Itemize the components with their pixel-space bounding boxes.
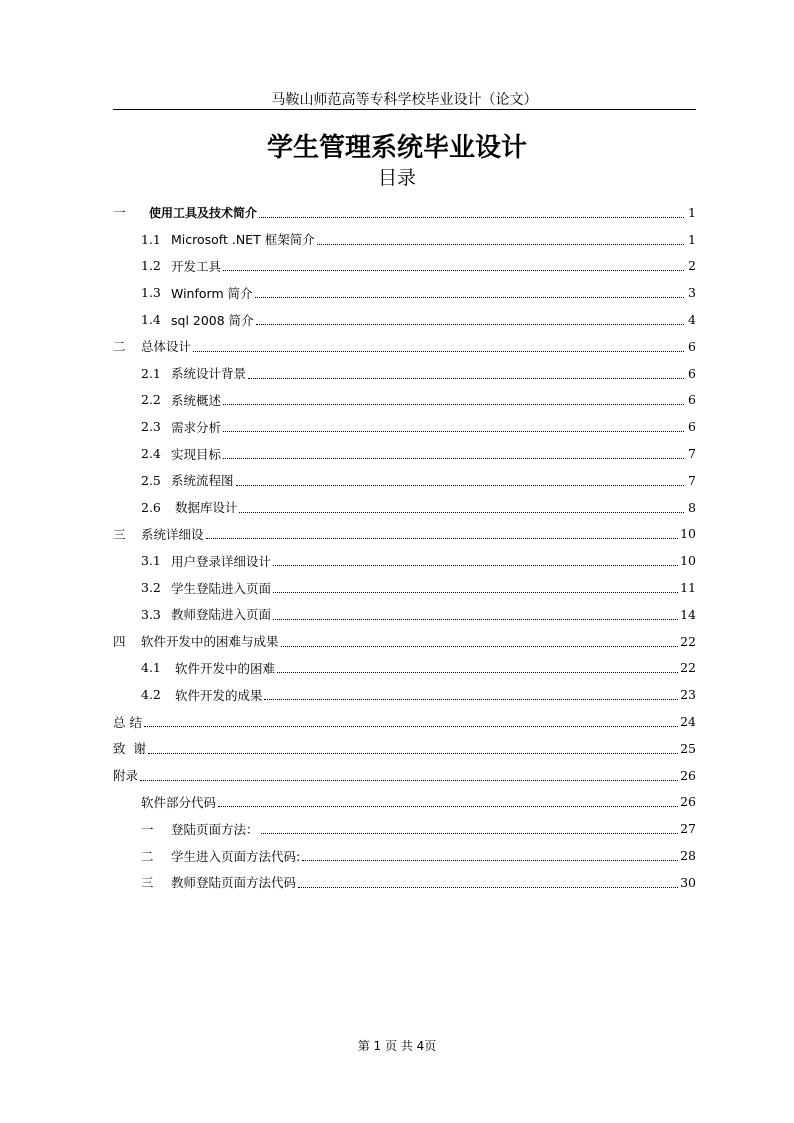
toc-leader-dots	[298, 887, 678, 888]
toc-entry[interactable]	[113, 547, 696, 574]
toc-entry[interactable]	[113, 360, 696, 387]
toc-entry-number: 2.4	[141, 446, 161, 462]
toc-leader-dots	[261, 833, 679, 834]
toc-leader-dots	[273, 619, 678, 620]
toc-leader-dots	[302, 860, 678, 861]
toc-entry-title: 学生进入页面方法代码:	[171, 848, 301, 864]
toc-entry[interactable]	[113, 333, 696, 360]
toc-entry-number: 2.5	[141, 472, 161, 488]
toc-leader-dots	[255, 297, 684, 298]
toc-entry-title: 附录	[113, 768, 139, 784]
toc-entry-title: 软件开发中的困难与成果	[141, 634, 279, 650]
table-of-contents	[113, 199, 696, 896]
running-header: 马鞍山师范高等专科学校毕业设计（论文）	[271, 92, 538, 108]
toc-entry-number: 2.3	[141, 419, 161, 435]
toc-entry[interactable]	[113, 413, 696, 440]
toc-entry-title: 使用工具及技术简介	[149, 205, 258, 220]
toc-entry-title: 教师登陆进入页面	[171, 607, 272, 623]
toc-entry[interactable]	[113, 655, 696, 682]
toc-entry-number: 2.1	[141, 365, 161, 381]
toc-entry-title: 教师登陆页面方法代码	[171, 875, 297, 891]
toc-entry-number: 三	[113, 526, 126, 542]
toc-page-number: 11	[680, 580, 696, 596]
toc-leader-dots	[223, 270, 684, 271]
toc-entry-number: 二	[141, 848, 154, 864]
toc-entry-title: 数据库设计	[171, 500, 238, 516]
toc-entry[interactable]	[113, 735, 696, 762]
toc-entry[interactable]	[113, 440, 696, 467]
toc-entry[interactable]	[113, 708, 696, 735]
toc-page-number: 28	[680, 848, 696, 864]
toc-page-number: 7	[688, 472, 696, 488]
toc-entry-title: 系统设计背景	[171, 366, 247, 382]
toc-entry[interactable]	[113, 306, 696, 333]
toc-entry-title: 实现目标	[171, 446, 222, 462]
toc-entry-number: 2.2	[141, 392, 161, 408]
toc-entry-number: 一	[141, 821, 154, 837]
toc-entry[interactable]	[113, 494, 696, 521]
toc-entry[interactable]	[113, 226, 696, 253]
toc-page-number: 10	[680, 526, 696, 542]
toc-leader-dots	[236, 485, 684, 486]
toc-page-number: 7	[688, 446, 696, 462]
toc-entry-title: sql 2008 简介	[171, 312, 254, 328]
toc-entry[interactable]	[113, 842, 696, 869]
toc-page-number: 26	[680, 794, 696, 810]
toc-entry[interactable]	[113, 762, 696, 789]
header-rule	[113, 109, 696, 110]
toc-page-number: 8	[688, 499, 696, 515]
toc-entry-number: 一	[113, 205, 126, 221]
toc-entry[interactable]	[113, 199, 696, 226]
toc-entry-number: 2.6	[141, 499, 161, 515]
toc-heading: 目录	[377, 167, 416, 189]
document-title: 学生管理系统毕业设计	[266, 133, 527, 163]
toc-leader-dots	[281, 646, 679, 647]
toc-entry-title: 学生登陆进入页面	[171, 580, 272, 596]
toc-page-number: 24	[680, 714, 696, 730]
toc-leader-dots	[193, 351, 684, 352]
toc-page-number: 6	[688, 365, 696, 381]
toc-page-number: 6	[688, 338, 696, 354]
toc-leader-dots	[140, 780, 678, 781]
toc-entry-title: 系统概述	[171, 392, 222, 408]
toc-leader-dots	[206, 538, 679, 539]
toc-page-number: 3	[688, 285, 696, 301]
toc-entry[interactable]	[113, 681, 696, 708]
toc-leader-dots	[223, 431, 684, 432]
toc-leader-dots	[277, 672, 678, 673]
toc-entry[interactable]	[113, 521, 696, 548]
toc-entry-title: 系统流程图	[171, 473, 234, 489]
toc-entry-number: 三	[141, 875, 154, 891]
toc-leader-dots	[144, 726, 678, 727]
toc-entry-number: 4.2	[141, 687, 161, 703]
toc-leader-dots	[259, 217, 684, 218]
toc-leader-dots	[273, 565, 678, 566]
toc-entry[interactable]	[113, 253, 696, 280]
toc-page-number: 23	[680, 687, 696, 703]
toc-entry-number: 3.3	[141, 606, 161, 622]
toc-leader-dots	[264, 699, 678, 700]
toc-leader-dots	[223, 404, 684, 405]
toc-entry-number: 1.4	[141, 312, 161, 328]
toc-leader-dots	[223, 458, 684, 459]
toc-entry-title: 需求分析	[171, 419, 222, 435]
toc-entry-number: 3.1	[141, 553, 161, 569]
toc-entry-title: 用户登录详细设计	[171, 553, 272, 569]
toc-page-number: 1	[688, 231, 696, 247]
toc-leader-dots	[273, 592, 678, 593]
toc-leader-dots	[218, 806, 678, 807]
toc-entry[interactable]	[113, 601, 696, 628]
toc-entry-title: 致 谢	[113, 741, 146, 757]
toc-entry-title: 总 结	[113, 714, 142, 730]
toc-entry-title: 软件开发的成果	[171, 687, 263, 703]
toc-page-number: 1	[688, 204, 696, 220]
toc-entry[interactable]	[113, 279, 696, 306]
toc-entry-title: 登陆页面方法：	[171, 821, 259, 837]
toc-page-number: 14	[680, 606, 696, 622]
toc-entry-number: 4.1	[141, 660, 161, 676]
toc-entry-title: Microsoft .NET 框架简介	[171, 232, 315, 248]
toc-entry[interactable]	[113, 467, 696, 494]
toc-entry[interactable]	[113, 387, 696, 414]
toc-page-number: 27	[680, 821, 696, 837]
toc-entry-title: 开发工具	[171, 258, 222, 274]
toc-entry-title: 总体设计	[141, 339, 192, 355]
toc-page-number: 2	[688, 258, 696, 274]
toc-leader-dots	[248, 378, 684, 379]
toc-page-number: 22	[680, 633, 696, 649]
toc-entry-number: 1.3	[141, 285, 161, 301]
toc-entry[interactable]	[113, 574, 696, 601]
toc-page-number: 26	[680, 767, 696, 783]
toc-page-number: 10	[680, 553, 696, 569]
toc-entry[interactable]	[113, 789, 696, 816]
toc-entry-title: 系统详细设	[141, 526, 204, 542]
page-footer: 第 1 页 共 4页	[357, 1039, 437, 1053]
toc-page-number: 6	[688, 419, 696, 435]
toc-entry-title: 软件开发中的困难	[171, 660, 275, 676]
toc-entry-number: 3.2	[141, 580, 161, 596]
toc-page-number: 6	[688, 392, 696, 408]
toc-entry-number: 1.2	[141, 258, 161, 274]
toc-entry-title: Winform 简介	[171, 285, 253, 301]
toc-page-number: 22	[680, 660, 696, 676]
toc-leader-dots	[239, 512, 684, 513]
toc-leader-dots	[317, 244, 684, 245]
toc-page-number: 4	[688, 312, 696, 328]
toc-entry-number: 1.1	[141, 231, 161, 247]
toc-leader-dots	[148, 753, 678, 754]
toc-entry-number: 四	[113, 634, 126, 650]
toc-entry[interactable]	[113, 628, 696, 655]
toc-page-number: 25	[680, 740, 696, 756]
toc-entry[interactable]	[113, 869, 696, 896]
toc-leader-dots	[256, 324, 684, 325]
toc-entry-title: 软件部分代码	[141, 794, 217, 810]
toc-page-number: 30	[680, 874, 696, 890]
toc-entry-number: 二	[113, 339, 126, 355]
toc-entry[interactable]	[113, 815, 696, 842]
